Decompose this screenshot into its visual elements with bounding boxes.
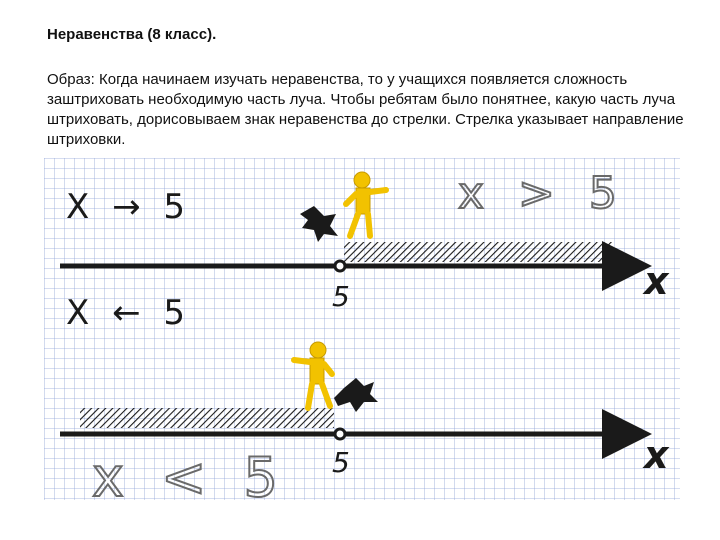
top-hint-label: X → 5 <box>66 187 192 227</box>
bottom-point-label: 5 <box>332 446 350 479</box>
slide-text: Образ: Когда начинаем изучать неравенства, то у учащихся появляется сложность заштриховать необходимую часть луча. Чтобы ребятам было понятнее, какую часть луча штриховать, дорисовываем знак неравенства до стрелки. Стрелка указывает направление штриховки. <box>47 71 684 148</box>
top-inequality-label: x > 5 <box>458 168 627 219</box>
bottom-axis-label: x <box>644 433 669 477</box>
slide-title: Неравенства (8 класс). <box>47 26 217 43</box>
top-hatch-region <box>344 242 612 262</box>
top-point-label: 5 <box>332 280 350 313</box>
bottom-point <box>335 429 345 439</box>
top-axis-label: x <box>644 259 669 303</box>
bottom-inequality-label: x < 5 <box>92 446 288 500</box>
bottom-hatch-region <box>80 408 334 428</box>
bottom-hint-label: X ← 5 <box>66 293 192 333</box>
top-point <box>335 261 345 271</box>
number-line-figure <box>44 158 680 500</box>
